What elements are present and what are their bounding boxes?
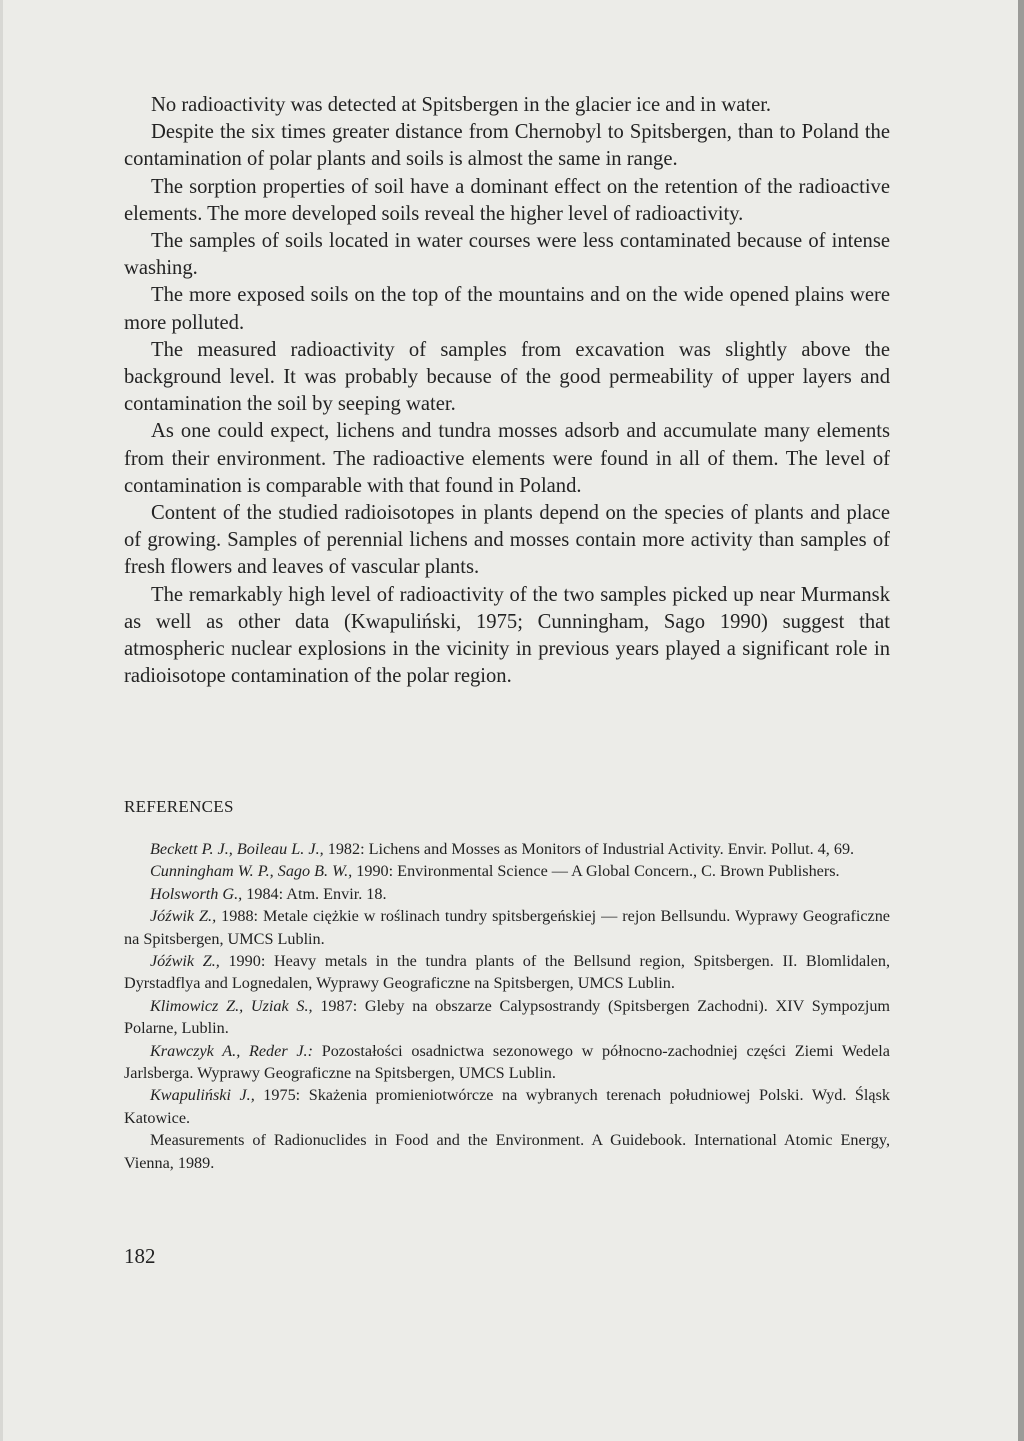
reference-text: 1984: Atm. Envir. 18.	[242, 884, 387, 903]
reference-authors: Klimowicz Z., Uziak S.,	[150, 996, 313, 1015]
paragraph: The more exposed soils on the top of the mountains and on the wide opened plains were more polluted.	[124, 284, 890, 334]
paragraph: Despite the six times greater distance from Chernobyl to Spitsbergen, than to Poland the contamination of polar plants and soils is almost the same in range.	[124, 121, 890, 171]
page-right-edge	[1018, 0, 1024, 1441]
reference-item	[124, 950, 890, 995]
reference-item	[124, 838, 890, 860]
reference-text: 1987: Gleby na obszarze Calypsostrandy (Spitsbergen Zachodni). XIV Sympozjum Polarne, Lublin.	[124, 996, 891, 1038]
paragraph: The remarkably high level of radioactivity of the two samples picked up near Murmansk as well as other data (Kwapuliński, 1975; Cunningham, Sago 1990) suggest that atmospheric nuclear explosions in the vicinity in previous years played a significant role in radioisotope contamination of the polar region.	[124, 583, 890, 688]
paragraph: No radioactivity was detected at Spitsbergen in the glacier ice and in water.	[151, 94, 772, 116]
reference-item	[124, 905, 890, 950]
reference-text: Measurements of Radionuclides in Food and the Environment. A Guidebook. International Atomic Energy, Vienna, 1989.	[124, 1131, 890, 1172]
reference-text: 1990: Heavy metals in the tundra plants of the Bellsund region, Spitsbergen. II. Blomlidalen, Dyrstadflya and Lognedalen, Wyprawy Geograficzne na Spitsbergen, UMCS Lublin.	[124, 952, 890, 993]
reference-item	[124, 1084, 890, 1129]
reference-item	[124, 1040, 890, 1085]
paragraph: Content of the studied radioisotopes in plants depend on the species of plants and place of growing. Samples of perennial lichens and mosses contain more activity than samples of fresh flowers and leaves of vascular plants.	[124, 502, 890, 579]
page-number: 182	[124, 1244, 156, 1268]
paragraph: The measured radioactivity of samples from excavation was slightly above the background level. It was probably because of the good permeability of upper layers and contamination the soil by seeping water.	[124, 338, 890, 416]
reference-item	[124, 860, 890, 882]
reference-authors: Jóźwik Z.,	[150, 907, 217, 926]
body-text	[124, 92, 890, 690]
reference-text: 1988: Metale ciężkie w roślinach tundry spitsbergeńskiej — rejon Bellsundu. Wyprawy Geograficzne na Spitsbergen, UMCS Lublin.	[124, 907, 890, 948]
paragraph: The samples of soils located in water courses were less contaminated because of intense washing.	[124, 230, 890, 280]
reference-text: 1982: Lichens and Mosses as Monitors of Industrial Activity. Envir. Pollut. 4, 69.	[323, 840, 855, 858]
reference-item	[124, 883, 890, 905]
reference-text: 1990: Environmental Science — A Global Concern., C. Brown Publishers.	[352, 862, 840, 881]
reference-authors: Jóźwik Z.,	[150, 952, 220, 971]
reference-authors: Kwapuliński J.,	[150, 1086, 255, 1105]
reference-authors: Holsworth G.,	[150, 884, 243, 903]
reference-item	[124, 995, 890, 1040]
page-left-edge	[0, 0, 3, 1441]
references-list	[124, 838, 890, 1174]
reference-text: 1975: Skażenia promieniotwórcze na wybranych terenach południowej Polski. Wyd. Śląsk Katowice.	[124, 1086, 890, 1127]
paragraph: As one could expect, lichens and tundra mosses adsorb and accumulate many elements from their environment. The radioactive elements were found in all of them. The level of contamination is comparable with that found in Poland.	[124, 420, 890, 497]
reference-authors: Krawczyk A., Reder J.:	[150, 1041, 313, 1060]
references-heading: REFERENCES	[124, 797, 234, 816]
reference-authors: Cunningham W. P., Sago B. W.,	[150, 862, 353, 881]
reference-authors: Beckett P. J., Boileau L. J.,	[150, 840, 324, 858]
reference-item	[124, 1129, 890, 1174]
paragraph: The sorption properties of soil have a dominant effect on the retention of the radioactive elements. The more developed soils reveal the higher level of radioactivity.	[124, 175, 890, 225]
reference-text: Pozostałości osadnictwa sezonowego w północno-zachodniej części Ziemi Wedela Jarlsberga. Wyprawy Geograficzne na Spitsbergen, UMCS Lublin.	[124, 1041, 890, 1083]
